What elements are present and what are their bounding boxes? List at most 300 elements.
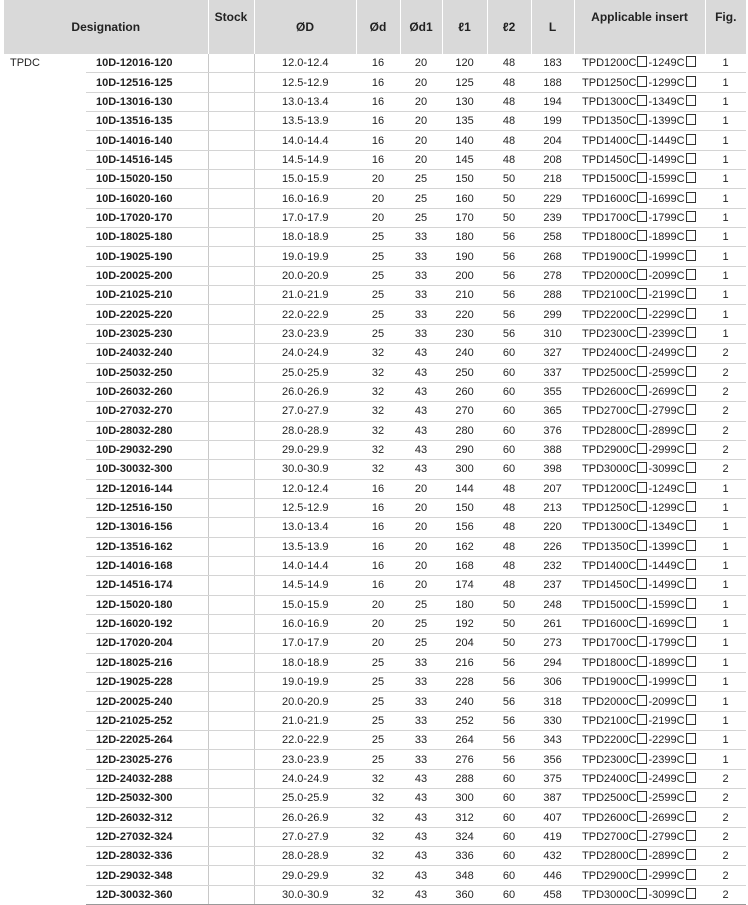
d1-cell: 33 (400, 711, 442, 730)
designation-cell: 12D-19025-228 (86, 673, 208, 692)
grade-placeholder-box-icon (686, 656, 696, 667)
table-row (4, 208, 746, 227)
applicable-insert-cell (574, 614, 705, 633)
overall-length-cell: 278 (531, 266, 574, 285)
l1-cell: 180 (442, 228, 487, 247)
insert-code-end: -1999C (648, 676, 685, 689)
stock-cell (208, 150, 254, 169)
overall-length-cell: 239 (531, 208, 574, 227)
grade-placeholder-box-icon (637, 404, 647, 415)
col-header-applicable-insert: Applicable insert (574, 0, 705, 54)
shank-diameter-cell: 32 (356, 363, 400, 382)
designation-cell: 10D-30032-300 (86, 460, 208, 479)
l1-cell: 204 (442, 634, 487, 653)
designation-cell: 10D-13016-130 (86, 92, 208, 111)
col-header-l2: ℓ2 (487, 0, 531, 54)
grade-placeholder-box-icon (686, 675, 696, 686)
stock-cell (208, 692, 254, 711)
shank-diameter-cell: 16 (356, 73, 400, 92)
table-row (4, 692, 746, 711)
applicable-insert-cell (574, 576, 705, 595)
shank-diameter-cell: 16 (356, 54, 400, 73)
designation-cell: 12D-13516-162 (86, 537, 208, 556)
designation-cell: 12D-12016-144 (86, 479, 208, 498)
insert-code-start: TPD1300C (582, 95, 637, 108)
grade-placeholder-box-icon (637, 617, 647, 628)
insert-code-start: TPD2300C (582, 753, 637, 766)
d1-cell: 43 (400, 402, 442, 421)
insert-code-end: -3099C (648, 888, 685, 901)
stock-cell (208, 866, 254, 885)
shank-diameter-cell: 16 (356, 537, 400, 556)
l1-cell: 120 (442, 54, 487, 73)
outer-diameter-cell: 12.0-12.4 (254, 54, 356, 73)
insert-code-end: -1449C (648, 134, 685, 147)
grade-placeholder-box-icon (637, 192, 647, 203)
d1-cell: 43 (400, 440, 442, 459)
d1-cell: 43 (400, 866, 442, 885)
designation-cell: 10D-14516-145 (86, 150, 208, 169)
grade-placeholder-box-icon (686, 849, 696, 860)
grade-placeholder-box-icon (686, 346, 696, 357)
designation-cell: 10D-25032-250 (86, 363, 208, 382)
applicable-insert-cell (574, 266, 705, 285)
fig-cell: 2 (705, 885, 746, 904)
fig-cell: 1 (705, 73, 746, 92)
overall-length-cell: 294 (531, 653, 574, 672)
table-row (4, 711, 746, 730)
fig-cell: 1 (705, 208, 746, 227)
outer-diameter-cell: 15.0-15.9 (254, 170, 356, 189)
l2-cell: 56 (487, 305, 531, 324)
designation-cell: 12D-17020-204 (86, 634, 208, 653)
designation-cell: 12D-13016-156 (86, 518, 208, 537)
grade-placeholder-box-icon (637, 327, 647, 338)
outer-diameter-cell: 12.0-12.4 (254, 479, 356, 498)
grade-placeholder-box-icon (686, 714, 696, 725)
l2-cell: 50 (487, 634, 531, 653)
overall-length-cell: 387 (531, 789, 574, 808)
outer-diameter-cell: 17.0-17.9 (254, 634, 356, 653)
shank-diameter-cell: 32 (356, 402, 400, 421)
grade-placeholder-box-icon (686, 636, 696, 647)
fig-cell: 2 (705, 769, 746, 788)
shank-diameter-cell: 32 (356, 866, 400, 885)
fig-cell: 2 (705, 866, 746, 885)
l1-cell: 240 (442, 344, 487, 363)
d1-cell: 43 (400, 769, 442, 788)
grade-placeholder-box-icon (637, 346, 647, 357)
l1-cell: 264 (442, 731, 487, 750)
table-row (4, 827, 746, 846)
overall-length-cell: 218 (531, 170, 574, 189)
insert-code-end: -2499C (648, 347, 685, 360)
grade-placeholder-box-icon (637, 888, 647, 899)
insert-code-end: -3099C (648, 463, 685, 476)
designation-cell: 10D-16020-160 (86, 189, 208, 208)
overall-length-cell: 355 (531, 382, 574, 401)
l2-cell: 56 (487, 673, 531, 692)
designation-cell: 10D-17020-170 (86, 208, 208, 227)
table-row (4, 402, 746, 421)
series-label: TPDC (10, 57, 40, 69)
grade-placeholder-box-icon (686, 308, 696, 319)
designation-cell: 10D-24032-240 (86, 344, 208, 363)
d1-cell: 20 (400, 73, 442, 92)
overall-length-cell: 188 (531, 73, 574, 92)
insert-code-start: TPD2100C (582, 289, 637, 302)
grade-placeholder-box-icon (637, 791, 647, 802)
table-row (4, 576, 746, 595)
grade-placeholder-box-icon (637, 76, 647, 87)
applicable-insert-cell (574, 479, 705, 498)
d1-cell: 33 (400, 731, 442, 750)
d1-cell: 43 (400, 460, 442, 479)
fig-cell: 1 (705, 92, 746, 111)
fig-cell: 1 (705, 170, 746, 189)
table-row (4, 286, 746, 305)
l2-cell: 50 (487, 189, 531, 208)
applicable-insert-cell (574, 112, 705, 131)
table-row (4, 634, 746, 653)
stock-cell (208, 73, 254, 92)
l2-cell: 60 (487, 866, 531, 885)
stock-cell (208, 208, 254, 227)
table-row (4, 363, 746, 382)
l2-cell: 60 (487, 440, 531, 459)
applicable-insert-cell (574, 189, 705, 208)
l1-cell: 252 (442, 711, 487, 730)
insert-code-end: -2799C (648, 405, 685, 418)
grade-placeholder-box-icon (637, 153, 647, 164)
insert-code-end: -1499C (648, 579, 685, 592)
designation-cell: 12D-25032-300 (86, 789, 208, 808)
fig-cell: 1 (705, 189, 746, 208)
fig-cell: 2 (705, 421, 746, 440)
outer-diameter-cell: 18.0-18.9 (254, 653, 356, 672)
tool-spec-table (4, 0, 746, 905)
stock-cell (208, 170, 254, 189)
grade-placeholder-box-icon (686, 404, 696, 415)
overall-length-cell: 398 (531, 460, 574, 479)
applicable-insert-cell (574, 305, 705, 324)
d1-cell: 33 (400, 673, 442, 692)
insert-code-end: -1799C (648, 637, 685, 650)
stock-cell (208, 92, 254, 111)
overall-length-cell: 220 (531, 518, 574, 537)
applicable-insert-cell (574, 460, 705, 479)
grade-placeholder-box-icon (637, 424, 647, 435)
applicable-insert-cell (574, 228, 705, 247)
d1-cell: 33 (400, 247, 442, 266)
l2-cell: 56 (487, 228, 531, 247)
outer-diameter-cell: 19.0-19.9 (254, 247, 356, 266)
l2-cell: 50 (487, 208, 531, 227)
d1-cell: 20 (400, 537, 442, 556)
shank-diameter-cell: 16 (356, 518, 400, 537)
shank-diameter-cell: 16 (356, 479, 400, 498)
outer-diameter-cell: 27.0-27.9 (254, 827, 356, 846)
grade-placeholder-box-icon (686, 385, 696, 396)
fig-cell: 1 (705, 576, 746, 595)
grade-placeholder-box-icon (686, 114, 696, 125)
grade-placeholder-box-icon (637, 753, 647, 764)
col-header-overall-length: L (531, 0, 574, 54)
applicable-insert-cell (574, 131, 705, 150)
insert-code-start: TPD2800C (582, 424, 637, 437)
stock-cell (208, 247, 254, 266)
grade-placeholder-box-icon (686, 288, 696, 299)
l2-cell: 60 (487, 827, 531, 846)
shank-diameter-cell: 25 (356, 324, 400, 343)
designation-cell: 12D-27032-324 (86, 827, 208, 846)
grade-placeholder-box-icon (637, 849, 647, 860)
shank-diameter-cell: 20 (356, 189, 400, 208)
insert-code-start: TPD1200C (582, 57, 637, 70)
designation-cell: 10D-27032-270 (86, 402, 208, 421)
shank-diameter-cell: 25 (356, 711, 400, 730)
l1-cell: 140 (442, 131, 487, 150)
table-row (4, 131, 746, 150)
insert-code-start: TPD1350C (582, 540, 637, 553)
outer-diameter-cell: 26.0-26.9 (254, 382, 356, 401)
l2-cell: 50 (487, 614, 531, 633)
insert-code-end: -2499C (648, 772, 685, 785)
d1-cell: 33 (400, 286, 442, 305)
l1-cell: 145 (442, 150, 487, 169)
designation-cell: 10D-13516-135 (86, 112, 208, 131)
insert-code-start: TPD1600C (582, 618, 637, 631)
shank-diameter-cell: 16 (356, 92, 400, 111)
grade-placeholder-box-icon (637, 695, 647, 706)
shank-diameter-cell: 32 (356, 885, 400, 904)
shank-diameter-cell: 16 (356, 131, 400, 150)
fig-cell: 1 (705, 498, 746, 517)
shank-diameter-cell: 32 (356, 847, 400, 866)
fig-cell: 2 (705, 808, 746, 827)
shank-diameter-cell: 32 (356, 460, 400, 479)
applicable-insert-cell (574, 866, 705, 885)
grade-placeholder-box-icon (637, 520, 647, 531)
overall-length-cell: 337 (531, 363, 574, 382)
l2-cell: 48 (487, 498, 531, 517)
stock-cell (208, 286, 254, 305)
table-row (4, 653, 746, 672)
overall-length-cell: 199 (531, 112, 574, 131)
shank-diameter-cell: 20 (356, 595, 400, 614)
l1-cell: 170 (442, 208, 487, 227)
l1-cell: 300 (442, 460, 487, 479)
applicable-insert-cell (574, 421, 705, 440)
stock-cell (208, 344, 254, 363)
insert-code-start: TPD2800C (582, 850, 637, 863)
stock-cell (208, 789, 254, 808)
outer-diameter-cell: 23.0-23.9 (254, 324, 356, 343)
shank-diameter-cell: 25 (356, 266, 400, 285)
insert-code-end: -1399C (648, 540, 685, 553)
l2-cell: 56 (487, 731, 531, 750)
l1-cell: 336 (442, 847, 487, 866)
table-row (4, 228, 746, 247)
grade-placeholder-box-icon (686, 540, 696, 551)
applicable-insert-cell (574, 537, 705, 556)
l1-cell: 210 (442, 286, 487, 305)
designation-cell: 12D-14016-168 (86, 556, 208, 575)
outer-diameter-cell: 14.5-14.9 (254, 576, 356, 595)
outer-diameter-cell: 17.0-17.9 (254, 208, 356, 227)
grade-placeholder-box-icon (637, 230, 647, 241)
fig-cell: 1 (705, 518, 746, 537)
d1-cell: 43 (400, 827, 442, 846)
applicable-insert-cell (574, 286, 705, 305)
d1-cell: 43 (400, 421, 442, 440)
grade-placeholder-box-icon (637, 211, 647, 222)
l2-cell: 50 (487, 170, 531, 189)
l1-cell: 156 (442, 518, 487, 537)
insert-code-start: TPD2200C (582, 308, 637, 321)
header-row (4, 0, 746, 54)
table-header (4, 0, 746, 54)
shank-diameter-cell: 20 (356, 614, 400, 633)
stock-cell (208, 808, 254, 827)
stock-cell (208, 885, 254, 904)
shank-diameter-cell: 32 (356, 344, 400, 363)
shank-diameter-cell: 25 (356, 286, 400, 305)
overall-length-cell: 261 (531, 614, 574, 633)
l1-cell: 280 (442, 421, 487, 440)
grade-placeholder-box-icon (686, 482, 696, 493)
l2-cell: 60 (487, 808, 531, 827)
d1-cell: 20 (400, 112, 442, 131)
grade-placeholder-box-icon (686, 733, 696, 744)
table-row (4, 750, 746, 769)
overall-length-cell: 419 (531, 827, 574, 846)
overall-length-cell: 204 (531, 131, 574, 150)
insert-code-start: TPD3000C (582, 463, 637, 476)
applicable-insert-cell (574, 692, 705, 711)
designation-cell: 12D-30032-360 (86, 885, 208, 904)
outer-diameter-cell: 27.0-27.9 (254, 402, 356, 421)
insert-code-start: TPD2300C (582, 327, 637, 340)
applicable-insert-cell (574, 653, 705, 672)
l1-cell: 360 (442, 885, 487, 904)
overall-length-cell: 288 (531, 286, 574, 305)
insert-code-start: TPD1400C (582, 134, 637, 147)
l2-cell: 60 (487, 382, 531, 401)
grade-placeholder-box-icon (686, 830, 696, 841)
overall-length-cell: 365 (531, 402, 574, 421)
grade-placeholder-box-icon (686, 578, 696, 589)
insert-code-end: -2399C (648, 753, 685, 766)
fig-cell: 1 (705, 324, 746, 343)
l2-cell: 60 (487, 402, 531, 421)
table-row (4, 92, 746, 111)
insert-code-start: TPD1350C (582, 115, 637, 128)
outer-diameter-cell: 12.5-12.9 (254, 498, 356, 517)
overall-length-cell: 232 (531, 556, 574, 575)
insert-code-start: TPD1200C (582, 482, 637, 495)
shank-diameter-cell: 32 (356, 421, 400, 440)
grade-placeholder-box-icon (686, 366, 696, 377)
fig-cell: 2 (705, 363, 746, 382)
stock-cell (208, 537, 254, 556)
shank-diameter-cell: 20 (356, 208, 400, 227)
shank-diameter-cell: 32 (356, 769, 400, 788)
fig-cell: 2 (705, 440, 746, 459)
applicable-insert-cell (574, 789, 705, 808)
l1-cell: 250 (442, 363, 487, 382)
grade-placeholder-box-icon (637, 443, 647, 454)
table-row (4, 112, 746, 131)
insert-code-end: -2699C (648, 811, 685, 824)
d1-cell: 33 (400, 228, 442, 247)
designation-cell: 10D-18025-180 (86, 228, 208, 247)
table-row (4, 324, 746, 343)
grade-placeholder-box-icon (637, 636, 647, 647)
l1-cell: 162 (442, 537, 487, 556)
applicable-insert-cell (574, 711, 705, 730)
outer-diameter-cell: 21.0-21.9 (254, 286, 356, 305)
overall-length-cell: 207 (531, 479, 574, 498)
l2-cell: 48 (487, 576, 531, 595)
fig-cell: 1 (705, 731, 746, 750)
d1-cell: 20 (400, 518, 442, 537)
l1-cell: 276 (442, 750, 487, 769)
insert-code-end: -1399C (648, 115, 685, 128)
applicable-insert-cell (574, 402, 705, 421)
overall-length-cell: 258 (531, 228, 574, 247)
l2-cell: 48 (487, 54, 531, 73)
l1-cell: 144 (442, 479, 487, 498)
l2-cell: 56 (487, 750, 531, 769)
table-row (4, 344, 746, 363)
stock-cell (208, 576, 254, 595)
overall-length-cell: 273 (531, 634, 574, 653)
insert-code-end: -1699C (648, 618, 685, 631)
l2-cell: 56 (487, 324, 531, 343)
l1-cell: 228 (442, 673, 487, 692)
designation-cell: 12D-21025-252 (86, 711, 208, 730)
shank-diameter-cell: 25 (356, 653, 400, 672)
insert-code-end: -1699C (648, 192, 685, 205)
grade-placeholder-box-icon (686, 791, 696, 802)
outer-diameter-cell: 29.0-29.9 (254, 866, 356, 885)
grade-placeholder-box-icon (637, 482, 647, 493)
fig-cell: 1 (705, 556, 746, 575)
l1-cell: 270 (442, 402, 487, 421)
l2-cell: 60 (487, 460, 531, 479)
applicable-insert-cell (574, 731, 705, 750)
col-header-d1 (400, 0, 442, 54)
designation-cell: 12D-15020-180 (86, 595, 208, 614)
applicable-insert-cell (574, 827, 705, 846)
stock-cell (208, 460, 254, 479)
insert-code-start: TPD2600C (582, 811, 637, 824)
grade-placeholder-box-icon (686, 462, 696, 473)
d1-cell: 20 (400, 131, 442, 150)
d1-cell: 33 (400, 750, 442, 769)
d1-cell: 20 (400, 54, 442, 73)
outer-diameter-cell: 18.0-18.9 (254, 228, 356, 247)
stock-cell (208, 653, 254, 672)
overall-length-cell: 248 (531, 595, 574, 614)
shank-diameter-cell: 20 (356, 634, 400, 653)
designation-cell: 10D-14016-140 (86, 131, 208, 150)
overall-length-cell: 213 (531, 498, 574, 517)
d1-cell: 33 (400, 324, 442, 343)
applicable-insert-cell (574, 769, 705, 788)
overall-length-cell: 343 (531, 731, 574, 750)
